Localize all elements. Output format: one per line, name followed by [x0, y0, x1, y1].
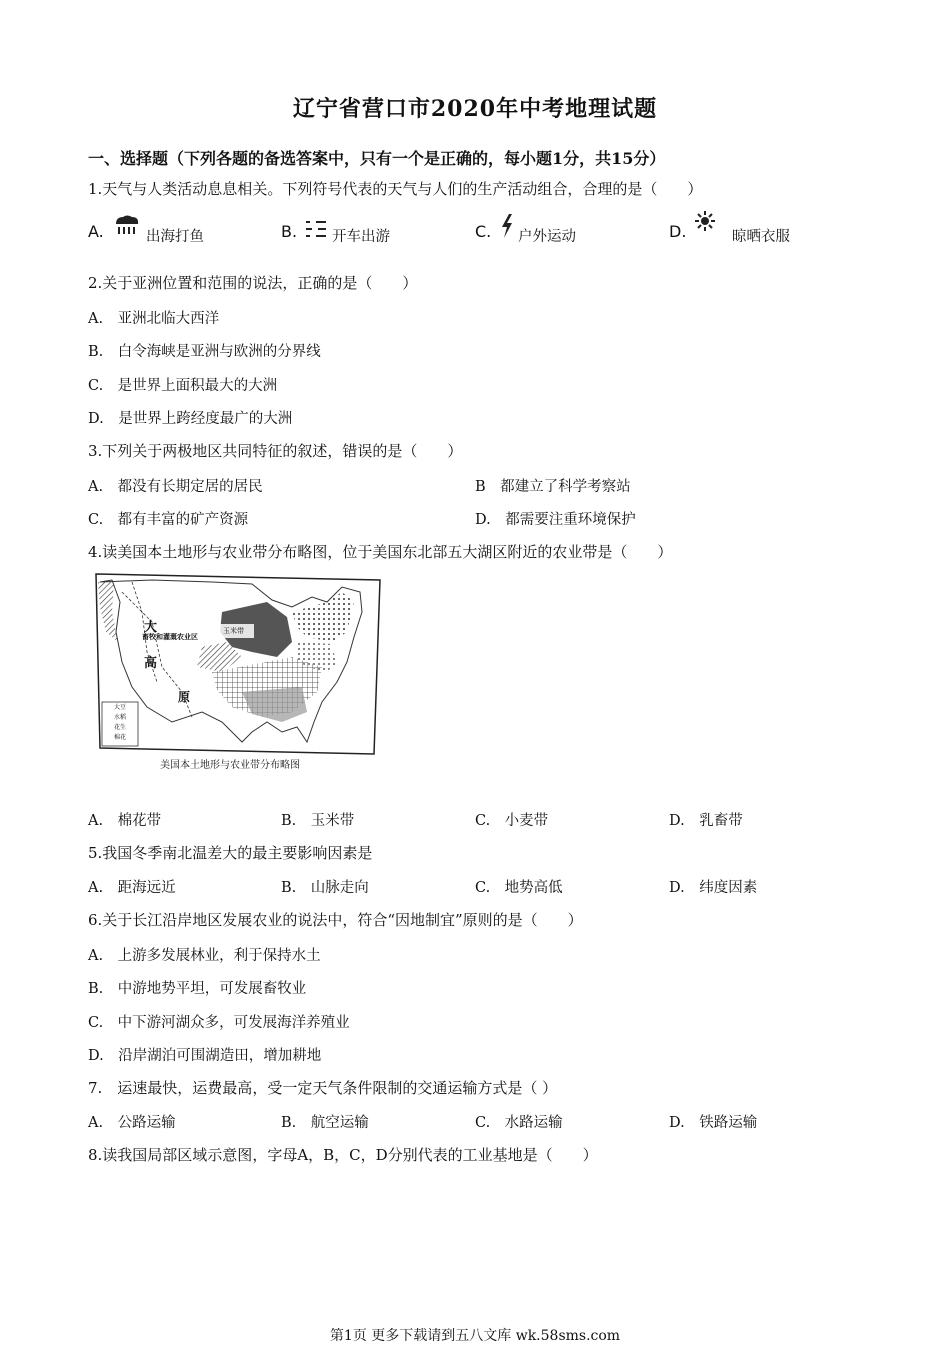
- section-heading: 一、选择题（下列各题的备选答案中，只有一个是正确的，每小题1分，共15分）: [88, 149, 666, 168]
- q2-option-b: B. 白令海峡是亚洲与欧洲的分界线: [88, 344, 321, 360]
- question-3-stem: 3.下列关于两极地区共同特征的叙述，错误的是（ ）: [88, 442, 463, 460]
- lightning-icon: [499, 214, 515, 242]
- legend-item: 水稻: [114, 714, 127, 721]
- q4-option-d: D. 乳畜带: [669, 813, 743, 829]
- question-7-stem: 7. 运速最快，运费最高，受一定天气条件限制的交通运输方式是（ ）: [88, 1079, 558, 1097]
- legend-item: 花生: [114, 724, 127, 731]
- q3-option-d: D. 都需要注重环境保护: [475, 512, 636, 528]
- q6-option-d: D. 沿岸湖泊可围湖造田，增加耕地: [88, 1048, 322, 1064]
- q1-option-b-letter: B.: [281, 222, 298, 241]
- q1-option-c-text: 户外运动: [518, 229, 576, 245]
- q1-option-c-letter: C.: [475, 222, 492, 241]
- legend-item: 棉花: [114, 734, 127, 741]
- q3-option-c: C. 都有丰富的矿产资源: [88, 512, 249, 528]
- question-4-stem: 4.读美国本土地形与农业带分布略图，位于美国东北部五大湖区附近的农业带是（ ）: [88, 543, 673, 561]
- q5-option-a: A. 距海远近: [88, 880, 176, 896]
- q5-option-c: C. 地势高低: [475, 880, 563, 896]
- fog-icon: [304, 218, 328, 244]
- question-6-stem: 6.关于长江沿岸地区发展农业的说法中，符合“因地制宜”原则的是（ ）: [88, 911, 583, 929]
- map-label-yuan: 原: [178, 690, 191, 704]
- map-legend: [114, 703, 126, 743]
- us-agriculture-map: [92, 572, 382, 772]
- map-label-corn: 玉米带: [223, 627, 244, 635]
- q6-option-b: B. 中游地势平坦，可发展畜牧业: [88, 981, 307, 997]
- question-8-stem: 8.读我国局部区域示意图，字母A，B，C，D分别代表的工业基地是（ ）: [88, 1146, 598, 1164]
- q7-option-d: D. 铁路运输: [669, 1115, 758, 1131]
- question-2-stem: 2.关于亚洲位置和范围的说法，正确的是（ ）: [88, 274, 418, 292]
- q1-option-a-text: 出海打鱼: [146, 229, 204, 245]
- question-1-stem: 1.天气与人类活动息息相关。下列符号代表的天气与人们的生产活动组合，合理的是（ ）: [88, 180, 703, 198]
- question-5-stem: 5.我国冬季南北温差大的最主要影响因素是: [88, 844, 373, 862]
- map-caption: 美国本土地形与农业带分布略图: [160, 760, 300, 771]
- q2-option-c: C. 是世界上面积最大的大洲: [88, 378, 278, 394]
- q4-option-a: A. 棉花带: [88, 813, 162, 829]
- q2-option-d: D. 是世界上跨经度最广的大洲: [88, 411, 293, 427]
- page-title: 辽宁省营口市2020年中考地理试题: [292, 96, 658, 122]
- q6-option-a: A. 上游多发展林业，利于保持水土: [88, 948, 321, 964]
- q4-option-b: B. 玉米带: [281, 813, 355, 829]
- q7-option-a: A. 公路运输: [88, 1115, 176, 1131]
- q5-option-d: D. 纬度因素: [669, 880, 758, 896]
- q3-option-a: A. 都没有长期定居的居民: [88, 479, 263, 495]
- q7-option-b: B. 航空运输: [281, 1115, 369, 1131]
- map-label-gao: 高: [144, 656, 158, 671]
- rain-cloud-icon: [113, 214, 141, 240]
- q7-option-c: C. 水路运输: [475, 1115, 563, 1131]
- q6-option-c: C. 中下游河湖众多，可发展海洋养殖业: [88, 1015, 350, 1031]
- map-label-da: 大: [144, 620, 158, 635]
- q1-option-a-letter: A.: [88, 222, 104, 241]
- q1-option-d-text: 晾晒衣服: [732, 229, 790, 245]
- legend-item: 大豆: [114, 704, 127, 711]
- page-footer: 第1页 更多下载请到五八文库 wk.58sms.com: [329, 1328, 621, 1344]
- q1-option-d-letter: D.: [669, 222, 687, 241]
- q1-option-b-text: 开车出游: [332, 229, 390, 245]
- q3-option-b: B 都建立了科学考察站: [475, 479, 631, 495]
- sun-icon: [694, 210, 716, 236]
- q4-option-c: C. 小麦带: [475, 813, 549, 829]
- q2-option-a: A. 亚洲北临大西洋: [88, 311, 220, 327]
- map-label-region: 畜牧和灌溉农业区: [142, 632, 198, 641]
- q5-option-b: B. 山脉走向: [281, 880, 369, 896]
